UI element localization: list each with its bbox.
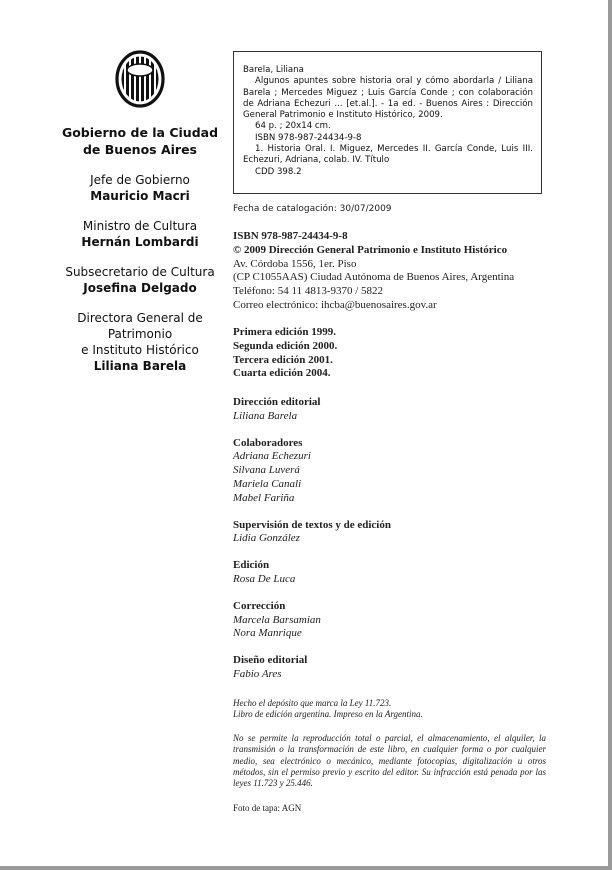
credit-heading: Supervisión de textos y de edición — [233, 518, 391, 531]
legal-deposit — [233, 698, 553, 721]
card-body: Algunos apuntes sobre historia oral y cómo abordarla / Liliana Barela ; Mercedes Miguez ; Luis García Conde ; con colaboración de Adriana Echezuri ... [et.al.]. - 1a ed. - Buenos Aires : Dirección General Patrimonio e Instituto Histórico, 2009. — [243, 76, 533, 121]
edition-item: Cuarta edición 2004. — [233, 367, 331, 380]
credit-design — [233, 654, 563, 682]
catalog-date: Fecha de catalogación: 30/07/2009 — [233, 204, 392, 214]
credit-name: Liliana Barela — [233, 409, 298, 422]
catalog-card — [233, 51, 542, 194]
credit-name: Marcela Barsamian — [233, 613, 321, 626]
credit-editorial-direction — [233, 396, 563, 424]
credit-name: Mabel Fariña — [233, 491, 295, 504]
edition-item: Tercera edición 2001. — [233, 353, 333, 366]
card-subjects: 1. Historia Oral. I. Miguez, Mercedes II. García Conde, Luis III. Echezuri, Adriana, colab. IV. Título — [243, 144, 533, 166]
editions-list — [233, 326, 563, 381]
official-title: Subsecretario de Cultura — [65, 265, 215, 279]
gov-line-1: Gobierno de la Ciudad — [61, 125, 219, 140]
card-author: Barela, Liliana — [243, 65, 304, 75]
postal-address: (CP C1055AAS) Ciudad Autónoma de Buenos Aires, Argentina — [233, 271, 515, 284]
credit-name: Silvana Luverá — [233, 464, 300, 477]
credit-heading: Dirección editorial — [233, 396, 321, 408]
director-line-1: Directora General de — [77, 311, 203, 325]
left-column — [40, 50, 240, 374]
edition-item: Primera edición 1999. — [233, 326, 336, 338]
email: Correo electrónico: ihcba@buenosaires.gov.ar — [233, 298, 437, 311]
edition-item: Segunda edición 2000. — [233, 339, 338, 352]
credit-name: Rosa De Luca — [233, 572, 296, 585]
gov-line-2: de Buenos Aires — [82, 142, 197, 157]
director-name: Liliana Barela — [93, 359, 187, 373]
photo-credit: Foto de tapa: AGN — [233, 803, 302, 813]
copyright: © 2009 Dirección General Patrimonio e Instituto Histórico — [233, 243, 508, 256]
official-name: Hernán Lombardi — [81, 235, 199, 249]
credit-heading: Edición — [233, 559, 270, 572]
credit-heading: Corrección — [233, 599, 286, 612]
director-line-2: Patrimonio — [107, 327, 173, 341]
official-block-3 — [40, 264, 240, 296]
government-name — [40, 124, 240, 158]
credit-heading: Colaboradores — [233, 436, 303, 449]
credit-name: Fabio Ares — [233, 667, 282, 680]
official-name: Josefina Delgado — [83, 281, 197, 295]
credit-correction — [233, 600, 563, 641]
publisher-info — [233, 230, 563, 313]
rights-notice: No se permite la reproducción total o parcial, el almacenamiento, el alquiler, la transmisión o la transformación de este libro, en cualquier forma o por cualquier medio, sea electrónico o mecánico, mediante fotocopias, digitalización u otros métodos, sin el permiso previo y escrito del editor. Su infracción está penada por las leyes 11.723 y 25.446. — [233, 733, 546, 789]
official-name: Mauricio Macri — [90, 189, 190, 203]
credit-name: Nora Manrique — [233, 627, 302, 640]
credit-collaborators — [233, 437, 563, 506]
made-in-line: Libro de edición argentina. Impreso en la Argentina. — [233, 709, 423, 720]
card-isbn: ISBN 978-987-24434-9-8 — [255, 132, 362, 143]
official-block-4 — [40, 310, 240, 374]
buenos-aires-emblem-icon — [115, 50, 165, 108]
official-block-2 — [40, 218, 240, 250]
credit-text-supervision — [233, 519, 563, 547]
credits — [233, 396, 563, 695]
official-title: Ministro de Cultura — [82, 219, 198, 233]
deposit-line: Hecho el depósito que marca la Ley 11.723. — [233, 698, 392, 708]
address: Av. Córdoba 1556, 1er. Piso — [233, 257, 357, 270]
card-pages: 64 p. ; 20x14 cm. — [255, 121, 331, 132]
credit-heading: Diseño editorial — [233, 654, 308, 667]
phone: Teléfono: 54 11 4813-9370 / 5822 — [233, 285, 384, 298]
credit-name: Mariela Canali — [233, 477, 302, 490]
official-block-1 — [40, 172, 240, 204]
credit-name: Adriana Echezuri — [233, 450, 311, 463]
card-cdd: CDD 398.2 — [255, 166, 302, 177]
official-title: Jefe de Gobierno — [90, 173, 190, 187]
credit-name: Lidia González — [233, 532, 300, 545]
director-line-3: e Instituto Histórico — [81, 343, 199, 357]
isbn: ISBN 978-987-24434-9-8 — [233, 230, 348, 242]
credit-edition — [233, 559, 563, 587]
